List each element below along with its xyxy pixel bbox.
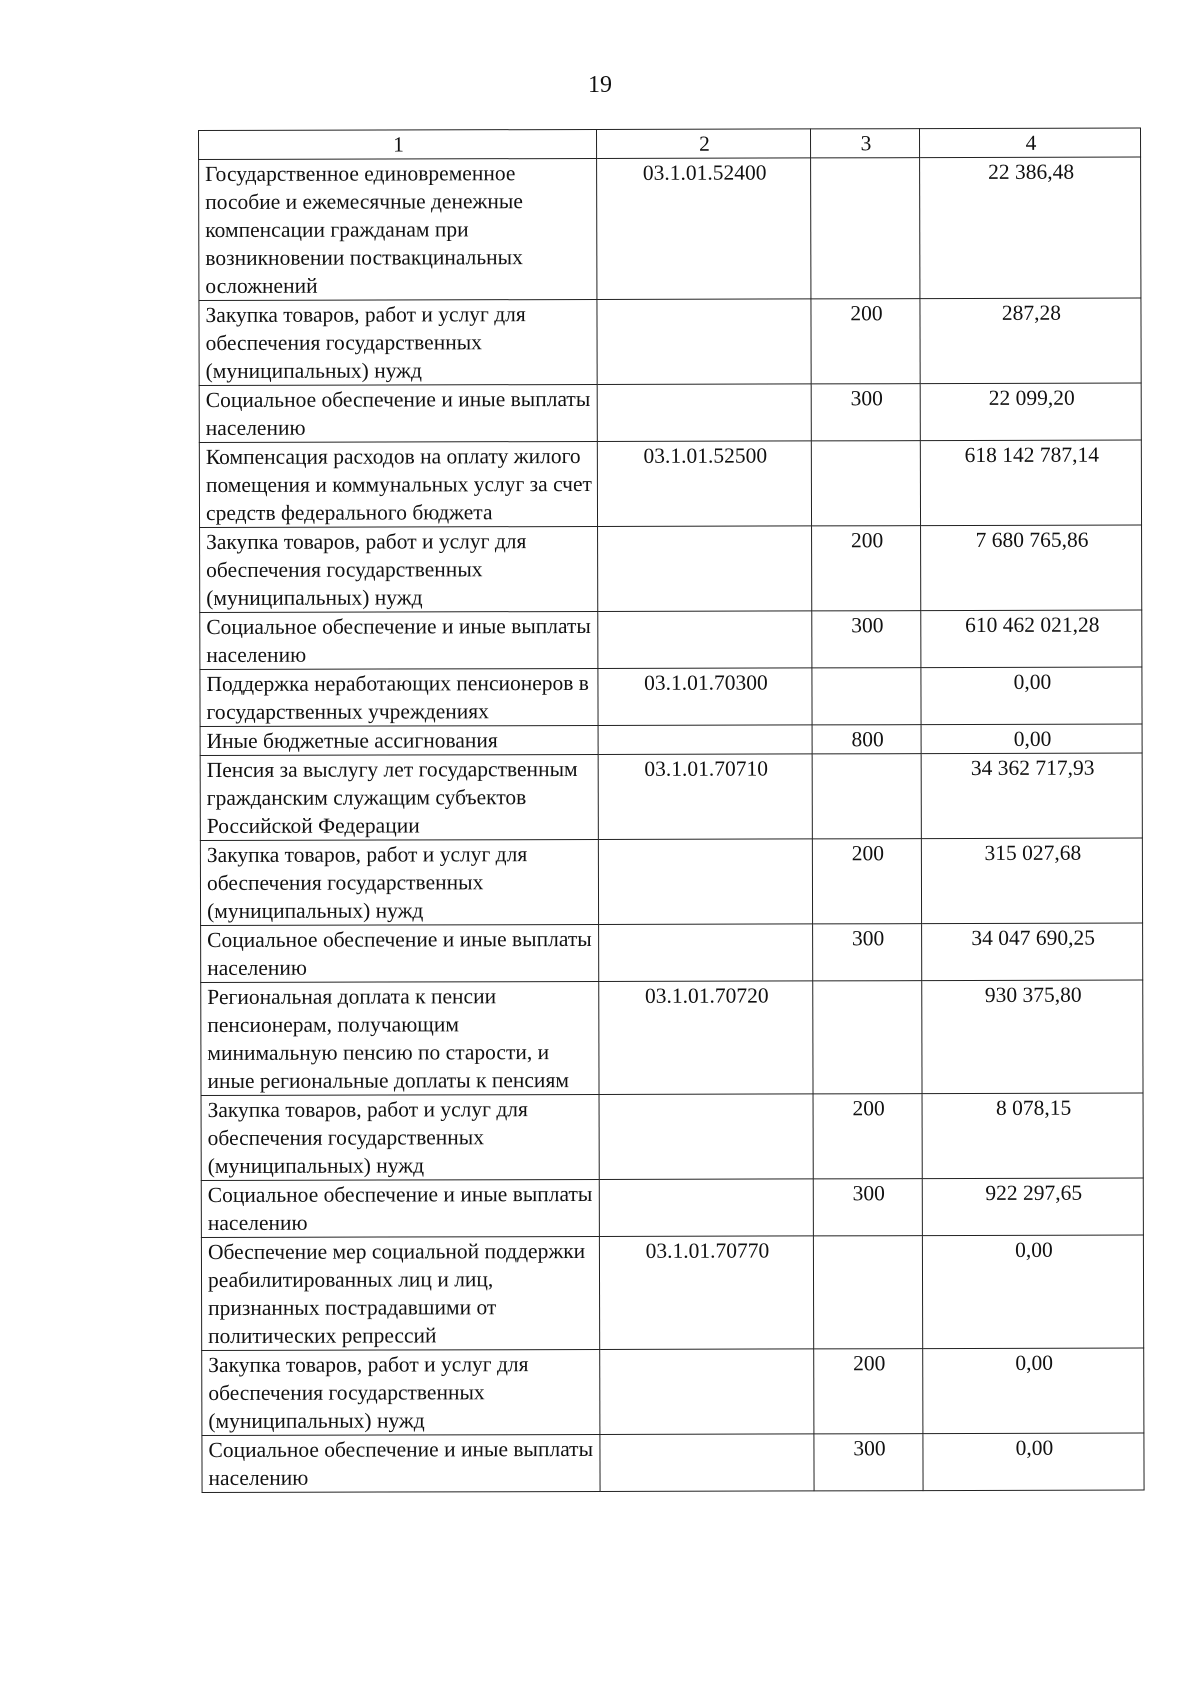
expense-name-cell: Компенсация расходов на оплату жилого помещения и коммунальных услуг за счет средств федерального бюджета [199,441,597,527]
target-code-cell [597,384,811,442]
table-row [199,157,1141,300]
table-header-row [199,128,1141,159]
expense-name-cell: Пенсия за выслугу лет государственным гражданским служащим субъектов Российской Федерации [200,754,598,840]
table-row [201,1235,1143,1350]
table-row [201,923,1143,982]
expense-name-cell: Региональная доплата к пенсии пенсионерам, получающим минимальную пенсию по старости, и иные региональные доплаты к пенсиям [201,981,599,1095]
amount-cell: 34 362 717,93 [921,753,1142,839]
expense-type-cell: 200 [814,1349,923,1434]
table-row [201,1093,1143,1180]
target-code-cell [598,611,812,669]
expense-type-cell: 200 [812,526,921,611]
budget-table [198,128,1145,1493]
expense-name-cell: Закупка товаров, работ и услуг для обеспечения государственных (муниципальных) нужд [200,839,598,925]
expense-type-cell [813,981,922,1094]
amount-cell: 0,00 [923,1348,1144,1434]
target-code-cell [599,924,813,982]
table-row [200,753,1142,840]
target-code-cell: 03.1.01.70720 [599,981,813,1095]
table-row [200,724,1142,755]
table-row [200,667,1142,726]
target-code-cell: 03.1.01.52500 [597,441,811,527]
table-row [202,1348,1144,1435]
expense-type-cell: 200 [812,839,921,924]
target-code-cell: 03.1.01.70710 [598,754,812,840]
table-row [200,838,1142,925]
column-header-3: 3 [810,129,919,158]
expense-type-cell: 300 [813,1179,922,1236]
expense-type-cell [811,441,920,526]
table-row [201,1178,1143,1237]
amount-cell: 22 099,20 [920,383,1141,441]
amount-cell: 0,00 [921,724,1142,754]
expense-type-cell [811,158,920,299]
expense-name-cell: Закупка товаров, работ и услуг для обеспечения государственных (муниципальных) нужд [199,299,597,385]
column-header-2: 2 [596,129,810,159]
target-code-cell [600,1349,814,1435]
amount-cell: 8 078,15 [922,1093,1143,1179]
table-row [199,298,1141,385]
amount-cell: 7 680 765,86 [921,525,1142,611]
expense-type-cell: 200 [813,1094,922,1179]
expense-type-cell [813,1236,922,1349]
target-code-cell [599,1094,813,1180]
expense-name-cell: Социальное обеспечение и иные выплаты населению [199,384,597,442]
target-code-cell [599,1179,813,1237]
expense-name-cell: Социальное обеспечение и иные выплаты населению [201,924,599,982]
amount-cell: 930 375,80 [922,980,1143,1094]
amount-cell: 922 297,65 [922,1178,1143,1236]
amount-cell: 34 047 690,25 [922,923,1143,981]
amount-cell: 22 386,48 [920,157,1141,299]
expense-name-cell: Иные бюджетные ассигнования [200,725,598,755]
expense-type-cell: 300 [813,924,922,981]
expense-name-cell: Закупка товаров, работ и услуг для обеспечения государственных (муниципальных) нужд [201,1094,599,1180]
table-row [199,440,1141,527]
expense-type-cell [812,754,921,839]
amount-cell: 315 027,68 [921,838,1142,924]
amount-cell: 0,00 [921,667,1142,725]
amount-cell: 0,00 [922,1235,1143,1349]
expense-type-cell: 800 [812,725,921,754]
expense-type-cell: 300 [814,1434,923,1491]
target-code-cell [598,839,812,925]
target-code-cell [598,725,812,755]
table-row [201,980,1143,1095]
expense-type-cell [812,668,921,725]
amount-cell: 287,28 [920,298,1141,384]
column-header-4: 4 [919,128,1140,158]
table-body [199,157,1144,1492]
expense-type-cell: 300 [811,384,920,441]
expense-name-cell: Закупка товаров, работ и услуг для обеспечения государственных (муниципальных) нужд [200,526,598,612]
amount-cell: 610 462 021,28 [921,610,1142,668]
expense-type-cell: 200 [811,299,920,384]
expense-name-cell: Социальное обеспечение и иные выплаты населению [202,1434,600,1492]
expense-name-cell: Социальное обеспечение и иные выплаты населению [201,1179,599,1237]
amount-cell: 0,00 [923,1433,1144,1491]
target-code-cell [597,299,811,385]
table-row [200,525,1142,612]
expense-name-cell: Социальное обеспечение и иные выплаты населению [200,611,598,669]
target-code-cell [600,1434,814,1492]
expense-name-cell: Поддержка неработающих пенсионеров в государственных учреждениях [200,668,598,726]
table-row [202,1433,1144,1492]
page-number: 19 [588,72,612,98]
table-row [200,610,1142,669]
column-header-1: 1 [199,129,597,159]
expense-name-cell: Закупка товаров, работ и услуг для обеспечения государственных (муниципальных) нужд [202,1349,600,1435]
table-row [199,383,1141,442]
target-code-cell: 03.1.01.52400 [597,158,811,300]
amount-cell: 618 142 787,14 [920,440,1141,526]
target-code-cell: 03.1.01.70770 [599,1236,813,1350]
expense-name-cell: Государственное единовременное пособие и ежемесячные денежные компенсации гражданам при возникновении поствакцинальных осложнений [199,158,597,300]
expense-type-cell: 300 [812,611,921,668]
target-code-cell: 03.1.01.70300 [598,668,812,726]
target-code-cell [598,526,812,612]
expense-name-cell: Обеспечение мер социальной поддержки реабилитированных лиц и лиц, признанных пострадавшими от политических репрессий [201,1236,599,1350]
